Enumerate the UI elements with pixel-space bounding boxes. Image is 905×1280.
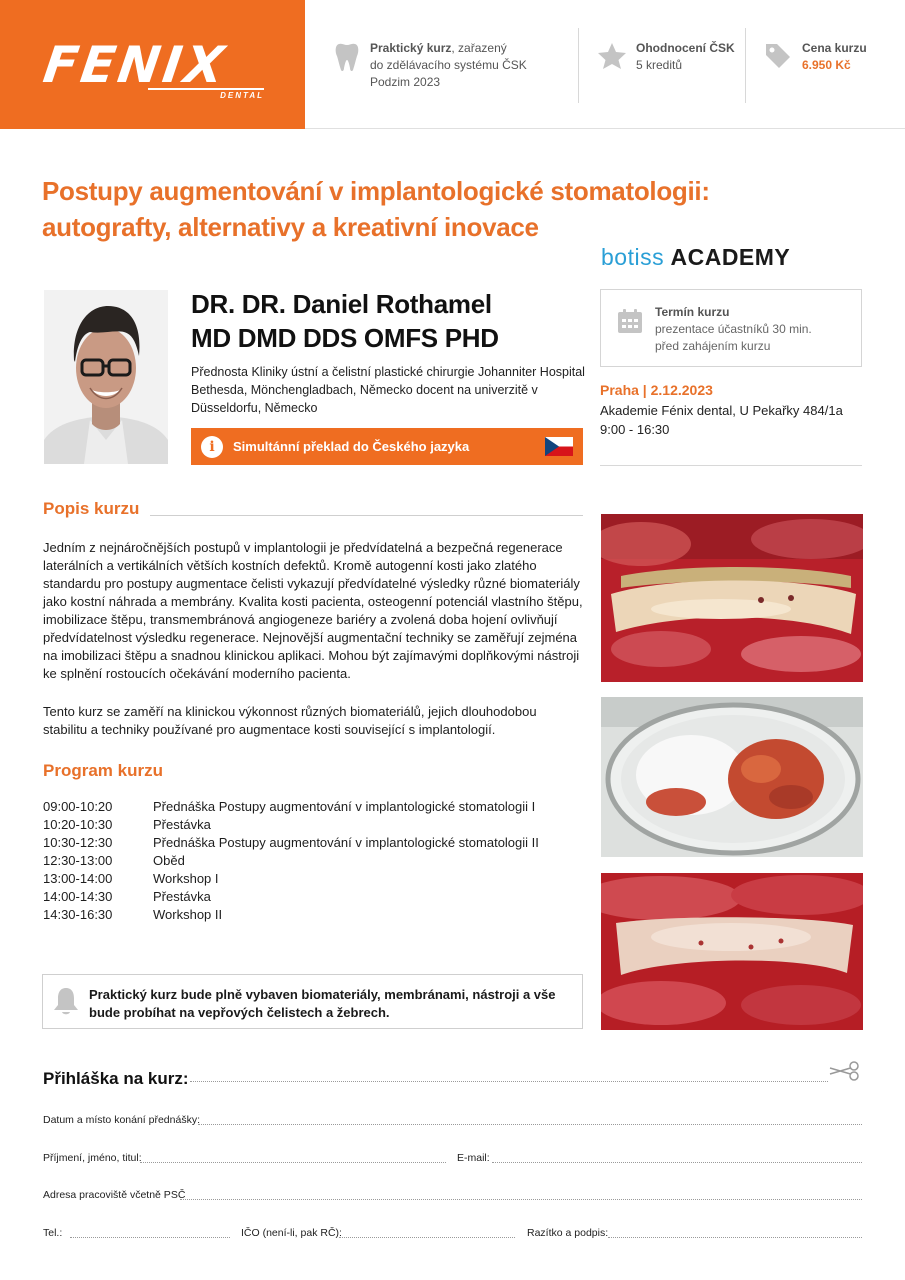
program-row: 13:00-14:00 Workshop I [43, 871, 219, 886]
stamp-field[interactable] [608, 1237, 862, 1238]
biomaterial-image [601, 697, 863, 857]
name-field[interactable] [140, 1162, 446, 1163]
divider [600, 465, 862, 466]
rating-info: Ohodnocení ČSK 5 kreditů [636, 41, 735, 72]
dotted-line [190, 1081, 828, 1082]
star-icon [597, 42, 627, 70]
location-title: Praha | 2.12.2023 [600, 382, 713, 398]
stamp-label: Razítko a podpis: [527, 1227, 609, 1239]
program-row: 12:30-13:00 Oběd [43, 853, 185, 868]
date-place-label: Datum a místo konání přednášky: [43, 1114, 200, 1126]
program-schedule [43, 798, 539, 924]
note-text: Praktický kurz bude plně vybaven biomateriály, membránami, nástroji a vše bude probíhat na vepřových čelistech a žebrech. [89, 987, 556, 1020]
description-paragraph-2: Tento kurz se zaměří na klinickou výkonnost různých biomateriálů, jejich dlouhodobou stabilitu a techniky používané pro augmentace kosti související s implantologií. [43, 704, 537, 737]
logo-subtext: DENTAL [148, 88, 264, 100]
program-row: 09:00-10:20 Přednáška Postupy augmentování v implantologické stomatologii I [43, 799, 536, 814]
botiss-academy-logo: botiss ACADEMY [601, 244, 791, 270]
speaker-description: Přednosta Kliniky ústní a čelistní plastické chirurgie Johanniter Hospital Bethesda, Mönchengladbach, Německo docent na univerzitě v Düsseldorfu, Německo [191, 365, 585, 415]
description-heading: Popis kurzu [43, 499, 140, 518]
address-field[interactable] [180, 1199, 862, 1200]
scissors-icon [828, 1060, 862, 1082]
name-label: Příjmení, jméno, titul: [43, 1152, 142, 1164]
tel-field[interactable] [70, 1237, 230, 1238]
calendar-icon [617, 308, 643, 334]
course-term-box [600, 289, 862, 367]
info-icon: i [201, 436, 223, 458]
surgery-image-2 [601, 873, 863, 1030]
course-info: Praktický kurz, zařazený do zdělávacího systému ČSK Podzim 2023 [370, 41, 527, 89]
program-row: 14:00-14:30 Přestávka [43, 889, 211, 904]
price-tag-icon [764, 42, 792, 70]
tooth-icon [335, 42, 359, 72]
address-label: Adresa pracoviště včetně PSČ [43, 1189, 186, 1201]
program-heading: Program kurzu [43, 761, 163, 780]
logo [0, 0, 305, 129]
program-row: 10:30-12:30 Přednáška Postupy augmentování v implantologické stomatologii II [43, 835, 539, 850]
date-place-field[interactable] [198, 1124, 862, 1125]
header-border [305, 128, 905, 129]
price-info: Cena kurzu 6.950 Kč [802, 41, 867, 72]
czech-flag-icon [545, 437, 573, 456]
header-divider [745, 28, 746, 103]
logo-text: FENIX [39, 36, 231, 94]
course-term-text: Termín kurzu prezentace účastníků 30 min. před zahájením kurzu [655, 305, 812, 353]
speaker-photo [44, 290, 168, 464]
ico-label: IČO (není-li, pak RČ): [241, 1227, 342, 1239]
translation-banner [191, 428, 583, 465]
email-label: E-mail: [457, 1152, 490, 1164]
speaker-name: DR. DR. Daniel Rothamel MD DMD DDS OMFS PHD [191, 289, 499, 353]
program-row: 10:20-10:30 Přestávka [43, 817, 211, 832]
note-box [42, 974, 583, 1029]
section-rule [150, 515, 583, 516]
translation-label: Simultánní překlad do Českého jazyka [233, 439, 470, 454]
location-details: Akademie Fénix dental, U Pekařky 484/1a 9:00 - 16:30 [600, 403, 843, 437]
page-title: Postupy augmentování v implantologické stomatologii: autografty, alternativy a kreativní inovace [42, 176, 710, 242]
header-divider [578, 28, 579, 103]
program-row: 14:30-16:30 Workshop II [43, 907, 223, 922]
email-field[interactable] [492, 1162, 862, 1163]
surgery-image-1 [601, 514, 863, 682]
form-title: Přihláška na kurz: [43, 1069, 189, 1088]
description-paragraph-1: Jedním z nejnáročnějších postupů v implantologii je předvídatelná a bezpečná regenerace laterálních a vertikálních větších kostních defektů. Kromě autogenní kosti jako zlatého standardu pro postupy augmentace čelisti vykazují předvídatelné výsledky různé biomateriály jako kostní náhrada a membrány. Kvalita kosti pacienta, osteogenní potenciál vlastního štěpu, imobilizace štěpu, transmembránová angiogeneze bariéry a zvolená doba hojení ovlivňují předvídatelnost výsledku regenerace. Nejnovější augmentační techniky se zaměřují zejména na imobilizaci štěpu a snadnou klinickou aplikaci. Mohou být zajímavými doplňkovými nástroji ke splnění rostoucích očekávání moderního pacienta. [43, 540, 583, 681]
bell-icon [53, 986, 79, 1016]
price-value: 6.950 Kč [802, 58, 851, 72]
tel-label: Tel.: [43, 1227, 63, 1239]
ico-field[interactable] [339, 1237, 515, 1238]
